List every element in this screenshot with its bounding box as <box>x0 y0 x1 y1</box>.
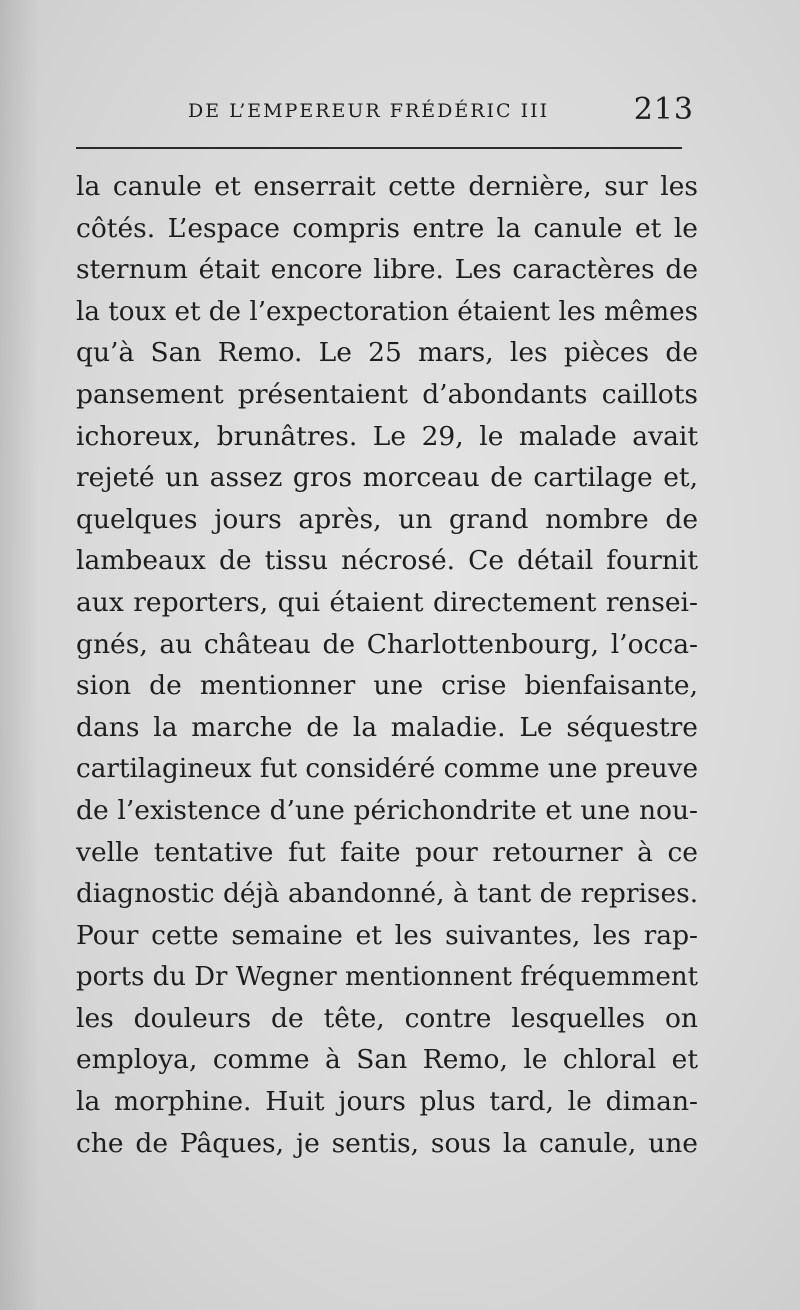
text-line: quelques jours après, un grand nombre de <box>76 503 698 535</box>
page-number: 213 <box>633 92 694 127</box>
text-line: qu’à San Remo. Le 25 mars, les pièces de <box>76 337 698 369</box>
text-line: gnés, au château de Charlottenbourg, l’occa- <box>76 628 698 660</box>
text-line: ichoreux, brunâtres. Le 29, le malade avait <box>76 420 698 452</box>
text-line: pansement présentaient d’abondants caillots <box>76 378 698 410</box>
text-line: côtés. L’espace compris entre la canule et le <box>76 212 698 244</box>
text-line: Pour cette semaine et les suivantes, les rap- <box>76 919 698 951</box>
text-line: aux reporters, qui étaient directement rensei- <box>76 586 698 618</box>
page-header <box>76 92 694 136</box>
text-line: rejeté un assez gros morceau de cartilage et, <box>76 462 698 494</box>
running-title: DE L’EMPEREUR FRÉDÉRIC III <box>188 100 550 122</box>
text-line: la canule et enserrait cette dernière, sur les <box>76 171 698 202</box>
header-rule <box>76 147 682 149</box>
text-line: lambeaux de tissu nécrosé. Ce détail fournit <box>76 545 698 577</box>
text-line: de l’existence d’une périchondrite et une nou- <box>76 794 698 826</box>
text-line: diagnostic déjà abandonné, à tant de reprises. <box>76 878 699 910</box>
text-line: les douleurs de tête, contre lesquelles on <box>76 1002 698 1034</box>
text-line: la toux et de l’expectoration étaient les mêmes <box>76 295 699 327</box>
text-line: ports du Dr Wegner mentionnent fréquemment <box>76 961 699 993</box>
text-line: cartilagineux fut considéré comme une preuve <box>76 753 699 785</box>
text-line: sion de mentionner une crise bienfaisante, <box>76 670 698 702</box>
text-line: sternum était encore libre. Les caractères de <box>76 254 698 286</box>
body-text <box>76 166 698 1164</box>
text-line: employa, comme à San Remo, le chloral et <box>76 1044 698 1076</box>
text-line: che de Pâques, je sentis, sous la canule, une <box>76 1127 698 1159</box>
text-line: la morphine. Huit jours plus tard, le diman- <box>76 1086 698 1118</box>
text-line: dans la marche de la maladie. Le séquestre <box>76 711 698 743</box>
text-line: velle tentative fut faite pour retourner à ce <box>76 836 698 868</box>
